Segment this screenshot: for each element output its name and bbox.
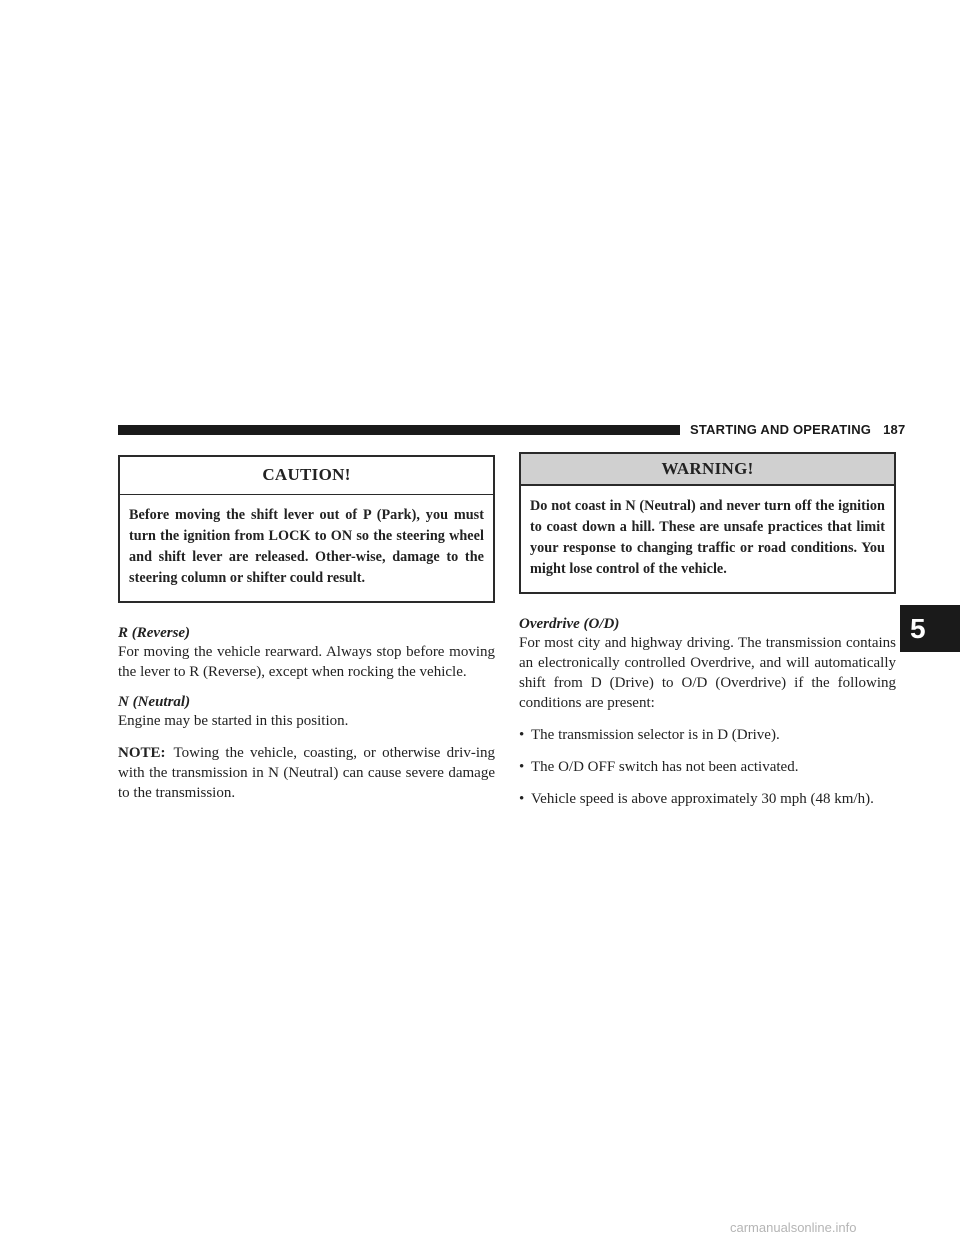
- bullet-icon: •: [519, 759, 525, 775]
- left-column: [118, 455, 495, 803]
- chapter-tab: 5: [900, 605, 960, 652]
- reverse-section: [118, 625, 495, 682]
- neutral-heading: N (Neutral): [118, 694, 191, 710]
- reverse-text: For moving the vehicle rearward. Always stop before moving the lever to R (Reverse), except when rocking the vehicle.: [118, 644, 495, 680]
- neutral-text: Engine may be started in this position.: [118, 713, 349, 729]
- overdrive-text: For most city and highway driving. The transmission contains an electronically controlled Overdrive, and will automatically shift from D (Drive) to O/D (Overdrive) if the following conditions are present:: [519, 635, 896, 711]
- watermark: carmanualsonline.info: [730, 1220, 857, 1235]
- running-header: [690, 422, 905, 437]
- reverse-heading: R (Reverse): [118, 625, 191, 641]
- note-section: [118, 743, 495, 803]
- list-item: • The O/D OFF switch has not been activated.: [519, 759, 799, 775]
- note-text: Towing the vehicle, coasting, or otherwise driv-ing with the transmission in N (Neutral) can cause severe damage to the transmission.: [118, 745, 495, 801]
- note-paragraph: [118, 743, 495, 803]
- section-title: STARTING AND OPERATING: [690, 422, 872, 437]
- list-item: • Vehicle speed is above approximately 30 mph (48 km/h).: [519, 791, 874, 807]
- bullet-icon: •: [519, 727, 525, 743]
- neutral-section: [118, 694, 495, 731]
- caution-text: Before moving the shift lever out of P (Park), you must turn the ignition from LOCK to ON so the steering wheel and shift lever are released. Other-wise, damage to the steering column or shifter could result.: [129, 507, 484, 586]
- overdrive-heading: Overdrive (O/D): [519, 616, 620, 632]
- right-column: [519, 452, 896, 809]
- caution-title: CAUTION!: [120, 457, 493, 495]
- list-item: • The transmission selector is in D (Drive).: [519, 727, 780, 743]
- bullet-icon: •: [519, 791, 525, 807]
- page-number: 187: [883, 422, 906, 437]
- overdrive-conditions-list: [519, 725, 896, 809]
- warning-text: Do not coast in N (Neutral) and never turn off the ignition to coast down a hill. These are unsafe practices that limit your response to changing traffic or road conditions. You might lose control of the vehicle.: [530, 498, 885, 577]
- note-label: NOTE:: [118, 745, 166, 761]
- warning-title: WARNING!: [521, 454, 894, 486]
- header-rule: [118, 425, 680, 435]
- caution-box: [118, 455, 495, 603]
- warning-box: [519, 452, 896, 594]
- overdrive-section: [519, 616, 896, 809]
